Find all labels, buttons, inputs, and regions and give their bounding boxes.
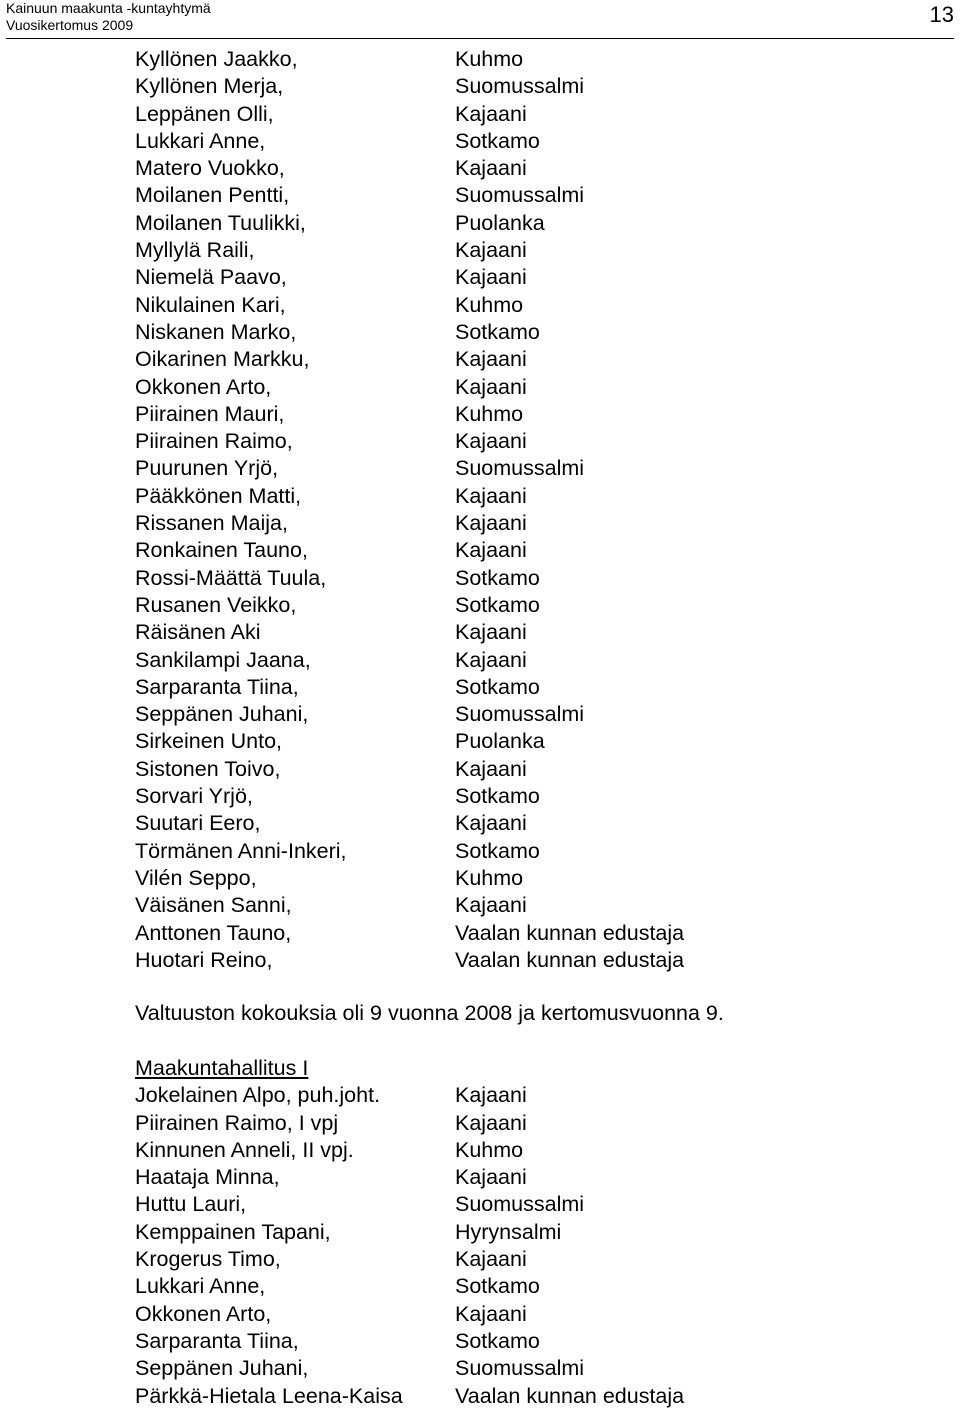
list-item	[135, 428, 935, 455]
member-municipality: Suomussalmi	[455, 183, 585, 208]
member-name: Väisänen Sanni,	[135, 893, 292, 918]
member-name: Törmänen Anni-Inkeri,	[135, 838, 347, 863]
list-item	[135, 292, 935, 319]
member-name: Suutari Eero,	[135, 811, 261, 836]
member-municipality: Kajaani	[455, 511, 527, 536]
list-item	[135, 920, 935, 947]
member-municipality: Sotkamo	[455, 674, 540, 699]
member-municipality: Kajaani	[455, 893, 527, 918]
list-item	[135, 319, 935, 346]
member-name: Niemelä Paavo,	[135, 265, 287, 290]
member-name: Sarparanta Tiina,	[135, 1328, 299, 1353]
organization-name: Kainuun maakunta -kuntayhtymä	[6, 0, 211, 16]
member-name: Myllylä Raili,	[135, 238, 255, 263]
member-name: Pärkkä-Hietala Leena-Kaisa	[135, 1383, 403, 1408]
member-name: Lukkari Anne,	[135, 1274, 266, 1299]
member-name: Sistonen Toivo,	[135, 756, 281, 781]
member-municipality: Kajaani	[455, 101, 527, 126]
list-item	[135, 783, 935, 810]
list-item	[135, 128, 935, 155]
member-municipality: Kajaani	[455, 811, 527, 836]
list-item	[135, 237, 935, 264]
member-municipality: Sotkamo	[455, 1328, 540, 1353]
list-item	[135, 756, 935, 783]
list-item	[135, 155, 935, 182]
member-name: Piirainen Raimo, I vpj	[135, 1110, 339, 1135]
list-item	[135, 537, 935, 564]
member-municipality: Kajaani	[455, 265, 527, 290]
member-name: Seppänen Juhani,	[135, 702, 309, 727]
member-municipality: Suomussalmi	[455, 74, 585, 99]
member-municipality: Kuhmo	[455, 292, 524, 317]
list-item	[135, 1191, 935, 1218]
list-item	[135, 1273, 935, 1300]
list-item	[135, 865, 935, 892]
member-name: Krogerus Timo,	[135, 1247, 281, 1272]
list-item	[135, 947, 935, 974]
list-item	[135, 838, 935, 865]
member-name: Huotari Reino,	[135, 947, 273, 972]
member-municipality: Suomussalmi	[455, 456, 585, 481]
member-name: Räisänen Aki	[135, 620, 261, 645]
member-name: Moilanen Pentti,	[135, 183, 290, 208]
member-name: Pääkkönen Matti,	[135, 483, 302, 508]
member-name: Okkonen Arto,	[135, 374, 272, 399]
list-item	[135, 701, 935, 728]
list-item	[135, 101, 935, 128]
member-municipality: Sotkamo	[455, 565, 540, 590]
member-municipality: Sotkamo	[455, 592, 540, 617]
member-name: Seppänen Juhani,	[135, 1356, 309, 1381]
member-municipality: Kuhmo	[455, 401, 524, 426]
member-municipality: Sotkamo	[455, 838, 540, 863]
board-member-list	[135, 1082, 935, 1410]
member-municipality: Kajaani	[455, 347, 527, 372]
list-item	[135, 1137, 935, 1164]
list-item	[135, 1328, 935, 1355]
member-name: Kemppainen Tapani,	[135, 1219, 331, 1244]
member-municipality: Sotkamo	[455, 319, 540, 344]
report-title: Vuosikertomus 2009	[6, 17, 134, 33]
member-municipality: Kajaani	[455, 156, 527, 181]
member-name: Rossi-Määttä Tuula,	[135, 565, 327, 590]
member-municipality: Kuhmo	[455, 47, 524, 71]
list-item	[135, 1383, 935, 1410]
list-item	[135, 483, 935, 510]
member-name: Piirainen Raimo,	[135, 429, 293, 454]
member-municipality: Kajaani	[455, 1247, 527, 1272]
page-header	[6, 0, 954, 39]
member-municipality: Vaalan kunnan edustaja	[455, 1383, 685, 1408]
member-name: Sankilampi Jaana,	[135, 647, 311, 672]
list-item	[135, 810, 935, 837]
member-name: Jokelainen Alpo, puh.joht.	[135, 1083, 381, 1108]
member-name: Rusanen Veikko,	[135, 592, 297, 617]
member-name: Kyllönen Jaakko,	[135, 47, 298, 71]
member-name: Sarparanta Tiina,	[135, 674, 299, 699]
member-name: Sirkeinen Unto,	[135, 729, 282, 754]
member-municipality: Kajaani	[455, 483, 527, 508]
list-item	[135, 374, 935, 401]
member-name: Puurunen Yrjö,	[135, 456, 279, 481]
list-item	[135, 182, 935, 209]
list-item	[135, 1246, 935, 1273]
council-member-list	[135, 46, 935, 974]
list-item	[135, 46, 935, 73]
member-municipality: Puolanka	[455, 729, 545, 754]
meetings-note: Valtuuston kokouksia oli 9 vuonna 2008 ja kertomusvuonna 9.	[135, 1001, 724, 1025]
list-item	[135, 1110, 935, 1137]
member-municipality: Kajaani	[455, 374, 527, 399]
list-item	[135, 728, 935, 755]
member-municipality: Kajaani	[455, 1110, 527, 1135]
list-item	[135, 1082, 935, 1109]
member-name: Anttonen Tauno,	[135, 920, 292, 945]
list-item	[135, 647, 935, 674]
member-municipality: Puolanka	[455, 210, 545, 235]
member-name: Nikulainen Kari,	[135, 292, 286, 317]
list-item	[135, 1355, 935, 1382]
list-item	[135, 401, 935, 428]
list-item	[135, 73, 935, 100]
member-municipality: Kajaani	[455, 429, 527, 454]
member-municipality: Vaalan kunnan edustaja	[455, 947, 685, 972]
board-title-row	[135, 1055, 935, 1082]
member-municipality: Kajaani	[455, 538, 527, 563]
member-name: Lukkari Anne,	[135, 128, 266, 153]
page-number: 13	[929, 2, 954, 27]
member-name: Oikarinen Markku,	[135, 347, 310, 372]
list-item	[135, 510, 935, 537]
list-item	[135, 1301, 935, 1328]
member-municipality: Kajaani	[455, 1165, 527, 1190]
member-municipality: Kajaani	[455, 647, 527, 672]
list-item	[135, 1164, 935, 1191]
member-name: Vilén Seppo,	[135, 865, 257, 890]
list-item	[135, 674, 935, 701]
list-item	[135, 1219, 935, 1246]
member-municipality: Vaalan kunnan edustaja	[455, 920, 685, 945]
member-municipality: Hyrynsalmi	[455, 1219, 562, 1244]
member-name: Piirainen Mauri,	[135, 401, 285, 426]
member-name: Matero Vuokko,	[135, 156, 285, 181]
member-municipality: Suomussalmi	[455, 1192, 585, 1217]
member-municipality: Kajaani	[455, 238, 527, 263]
list-item	[135, 264, 935, 291]
member-municipality: Suomussalmi	[455, 1356, 585, 1381]
member-name: Huttu Lauri,	[135, 1192, 247, 1217]
list-item	[135, 565, 935, 592]
list-item	[135, 346, 935, 373]
member-municipality: Kajaani	[455, 1301, 527, 1326]
member-name: Rissanen Maija,	[135, 511, 288, 536]
member-municipality: Kajaani	[455, 620, 527, 645]
list-item	[135, 455, 935, 482]
member-name: Niskanen Marko,	[135, 319, 297, 344]
member-municipality: Sotkamo	[455, 128, 540, 153]
list-item	[135, 619, 935, 646]
board-section	[135, 1055, 935, 1410]
member-name: Kinnunen Anneli, II vpj.	[135, 1137, 354, 1162]
member-municipality: Kuhmo	[455, 865, 524, 890]
member-name: Okkonen Arto,	[135, 1301, 272, 1326]
member-name: Leppänen Olli,	[135, 101, 274, 126]
member-municipality: Sotkamo	[455, 784, 540, 809]
member-name: Sorvari Yrjö,	[135, 784, 253, 809]
member-municipality: Kajaani	[455, 756, 527, 781]
member-municipality: Sotkamo	[455, 1274, 540, 1299]
member-name: Kyllönen Merja,	[135, 74, 284, 99]
member-name: Haataja Minna,	[135, 1165, 280, 1190]
member-name: Moilanen Tuulikki,	[135, 210, 306, 235]
member-municipality: Kajaani	[455, 1083, 527, 1108]
list-item	[135, 210, 935, 237]
member-municipality: Kuhmo	[455, 1137, 524, 1162]
list-item	[135, 592, 935, 619]
member-name: Ronkainen Tauno,	[135, 538, 308, 563]
board-title: Maakuntahallitus I	[135, 1056, 309, 1080]
list-item	[135, 892, 935, 919]
member-municipality: Suomussalmi	[455, 702, 585, 727]
